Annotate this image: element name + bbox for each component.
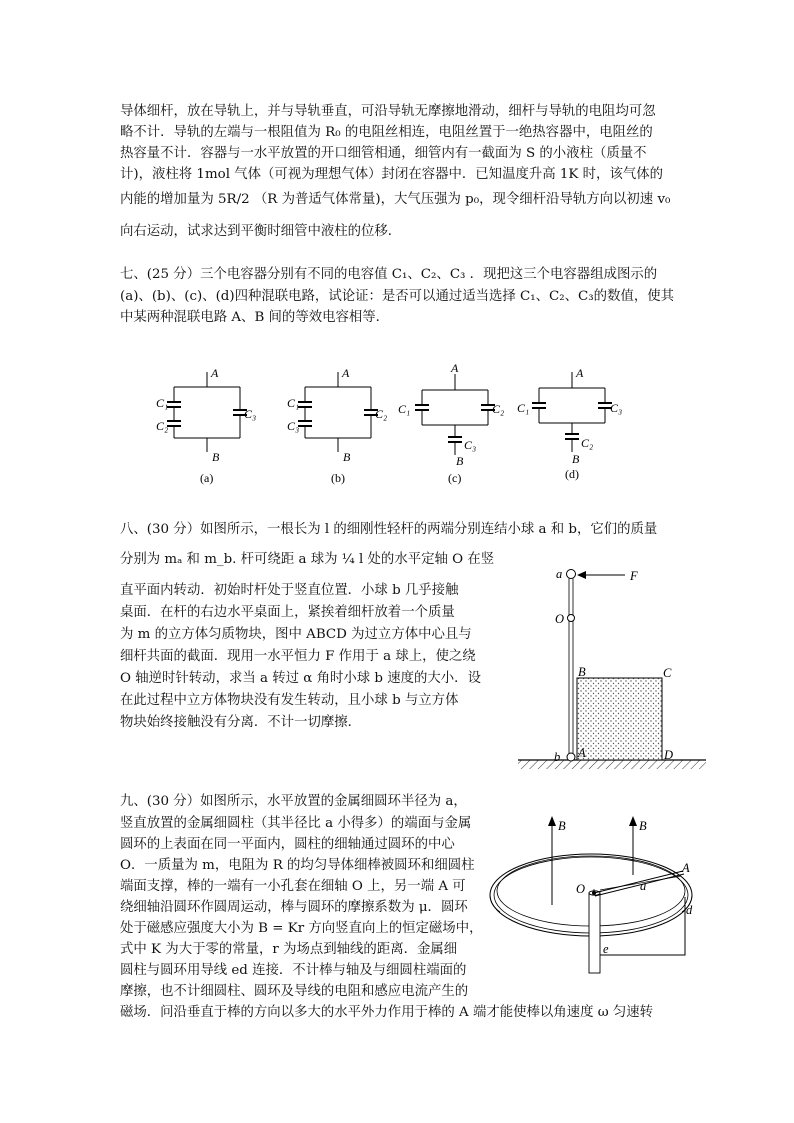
cap-label: C₁ <box>156 396 169 410</box>
cap-label: C₃ <box>610 401 623 415</box>
cap-label: C₂ <box>492 402 505 416</box>
text-line: 八、(30 分）如图所示，一根长为 l 的细刚性轻杆的两端分别连结小球 a 和 b，它们的质量 <box>120 522 658 537</box>
text-line: 略不计．导轨的左端与一根阻值为 R₀ 的电阻丝相连，电阻丝置于一绝热容器中，电阻丝的 <box>120 125 653 140</box>
label-a: a <box>556 567 563 581</box>
label-B: B <box>578 665 586 679</box>
text-line: 物块始终接触没有分离．不计一切摩擦． <box>120 715 362 730</box>
node-label-b-top: A <box>342 366 350 380</box>
text-line: 圆环的上表面在同一平面内，圆柱的细轴通过圆环的中心 <box>120 837 455 852</box>
node-label-b-bottom: B <box>343 450 351 464</box>
text-line: 为 m 的立方体匀质物块，图中 ABCD 为过立方体中心且与 <box>120 627 472 642</box>
text-line: 内能的增加量为 5R/2 （R 为普适气体常量)，大气压强为 p₀，现令细杆沿导轨方向以初速 v₀ <box>120 192 671 207</box>
label-d: d <box>686 903 693 917</box>
label-a: a <box>640 879 647 893</box>
circuit-caption: (b) <box>331 471 345 485</box>
node-label-d-top: A <box>576 366 584 380</box>
cap-label: C₃ <box>287 419 300 433</box>
text-line: 细杆共面的截面．现用一水平恒力 F 作用于 a 球上，使之绕 <box>120 649 476 664</box>
cap-label: C₁ <box>287 396 300 410</box>
b-field-arrow-head <box>629 816 637 826</box>
label-B-left: B <box>558 819 566 833</box>
node-label-a-top: A <box>211 366 219 380</box>
text-line: 摩擦，也不计细圆柱、圆环及导线的电阻和感应电流产生的 <box>120 984 469 999</box>
label-b: b <box>554 750 561 764</box>
label-F: F <box>630 569 638 583</box>
text-line: 在此过程中立方体物块没有发生转动，且小球 b 与立方体 <box>120 693 459 708</box>
text-line: O．一质量为 m，电阻为 R 的均匀导体细棒被圆环和细圆柱 <box>120 858 475 873</box>
text-line: 计)，液柱将 1mol 气体（可视为理想气体）封闭在容器中．已知温度升高 1K 时，该气体的 <box>120 167 664 182</box>
text-line: 直平面内转动．初始时杆处于竖直位置．小球 b 几乎接触 <box>120 583 459 598</box>
text-line: 向右运动，试求达到平衡时细管中液柱的位移． <box>120 224 402 239</box>
cap-label: C₁ <box>517 401 530 415</box>
label-e: e <box>603 942 609 956</box>
label-A: A <box>578 746 586 760</box>
text-line: 端面支撑，棒的一端有一小孔套在细轴 O 上，另一端 A 可 <box>120 879 466 894</box>
circuit-caption: (d) <box>565 467 579 481</box>
label-D: D <box>664 748 674 762</box>
text-line: 绕细轴沿圆环作圆周运动，棒与圆环的摩擦系数为 μ．圆环 <box>120 900 468 915</box>
cap-label: C₁ <box>398 402 411 416</box>
cap-label: C₂ <box>156 419 169 433</box>
cap-label: C₃ <box>464 438 477 452</box>
text-line: 桌面．在杆的右边水平桌面上，紧挨着细杆放着一个质量 <box>120 605 455 620</box>
text-line: 热容量不计．容器与一水平放置的开口细管相通，细管内有一截面为 S 的小液柱（质量不 <box>120 146 647 161</box>
cap-label: C₂ <box>375 407 388 421</box>
axis-o-dot <box>592 891 596 895</box>
label-B-right: B <box>639 819 647 833</box>
cap-label: C₃ <box>244 407 257 421</box>
label-C: C <box>663 666 672 680</box>
text-line: 竖直放置的金属细圆柱（其半径比 a 小得多）的端面与金属 <box>120 816 472 831</box>
text-line: 圆柱与圆环用导线 ed 连接．不计棒与轴及与细圆柱端面的 <box>120 963 467 978</box>
node-label-c-top: A <box>451 361 459 375</box>
circuit-caption: (c) <box>448 471 462 485</box>
text-line: 磁场．问沿垂直于棒的方向以多大的水平外力作用于棒的 A 端才能使棒以角速度 ω 匀速转 <box>120 1005 654 1020</box>
label-O: O <box>576 882 586 896</box>
text-line: 分别为 mₐ 和 m_b. 杆可绕距 a 球为 ¼ l 处的水平定轴 O 在竖 <box>120 552 495 567</box>
text-line: 导体细杆，放在导轨上，并与导轨垂直，可沿导轨无摩擦地滑动，细杆与导轨的电阻均可忽 <box>120 104 656 119</box>
label-O: O <box>555 612 565 626</box>
node-label-a-bottom: B <box>212 450 220 464</box>
label-A: A <box>682 861 690 875</box>
node-label-c-bottom: B <box>456 454 464 468</box>
b-field-arrow-head <box>548 816 556 826</box>
text-line: 七、(25 分）三个电容器分别有不同的电容值 C₁、C₂、C₃ ．现把这三个电容器组成图示的 <box>120 267 658 282</box>
text-line: (a)、(b)、(c)、(d)四种混联电路，试论证：是否可以通过适当选择 C₁、C₂、C₃的数值，使其 <box>120 289 675 304</box>
text-line: 中某两种混联电路 A、B 间的等效电容相等． <box>120 310 390 325</box>
circuit-caption: (a) <box>200 471 214 485</box>
text-line: 九、(30 分）如图所示，水平放置的金属细圆环半径为 a， <box>120 794 467 809</box>
text-line: O 轴逆时针转动，求当 a 转过 α 角时小球 b 速度的大小．设 <box>120 671 481 686</box>
cap-label: C₂ <box>581 436 594 450</box>
text-line: 处于磁感应强度大小为 B = Kr 方向竖直向上的恒定磁场中， <box>120 921 483 936</box>
metal-cylinder <box>589 893 600 973</box>
node-label-d-bottom: B <box>572 452 580 466</box>
wire-ed <box>600 897 685 955</box>
text-line: 式中 K 为大于零的常量，r 为场点到轴线的距离．金属细 <box>120 942 458 957</box>
